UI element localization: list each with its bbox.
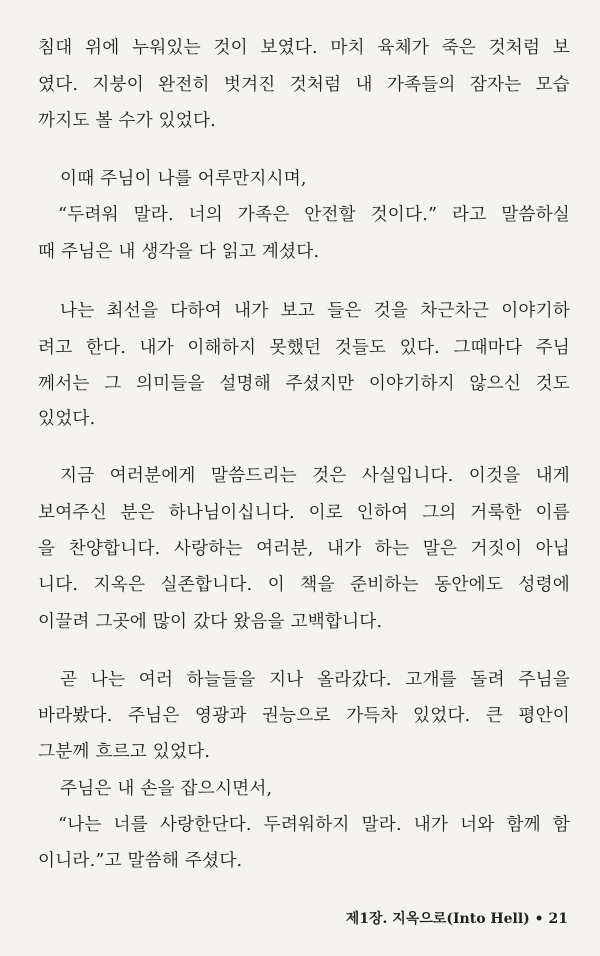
text-line: 께서는 그 의미들을 설명해 주셨지만 이야기하지 않으신 것도 <box>38 374 570 394</box>
text-line: 주님은 내 손을 잡으시면서, <box>60 779 273 799</box>
text-line: 침대 위에 누워있는 것이 보였다. 마치 육체가 죽은 것처럼 보 <box>38 38 570 58</box>
text-line: 그분께 흐르고 있었다. <box>38 742 211 762</box>
text-line: 이때 주님이 나를 어루만지시며, <box>60 169 307 189</box>
text-line: 있었다. <box>38 409 96 429</box>
text-line: 나는 최선을 다하여 내가 보고 들은 것을 차근차근 이야기하 <box>60 301 570 321</box>
text-line: 까지도 볼 수가 있었다. <box>38 111 216 131</box>
text-line: 니다. 지옥은 실존합니다. 이 책을 준비하는 동안에도 성령에 <box>38 575 570 595</box>
text-line: 였다. 지붕이 완전히 벗겨진 것처럼 내 가족들의 잠자는 모습 <box>38 75 570 95</box>
text-line: 려고 한다. 내가 이해하지 못했던 것들도 있다. 그때마다 주님 <box>38 338 570 358</box>
text-line: “나는 너를 사랑한단다. 두려워하지 말라. 내가 너와 함께 함 <box>58 815 570 835</box>
page-footer: 제1장. 지옥으로(Into Hell) • 21 <box>345 911 568 927</box>
text-line: 지금 여러분에게 말씀드리는 것은 사실입니다. 이것을 내게 <box>60 466 570 486</box>
text-line: 이끌려 그곳에 많이 갔다 왔음을 고백합니다. <box>38 612 383 632</box>
text-line: 곧 나는 여러 하늘들을 지나 올라갔다. 고개를 돌려 주님을 <box>60 670 570 690</box>
text-line: 이니라.”고 말씀해 주셨다. <box>38 851 243 871</box>
text-line: 보여주신 분은 하나님이십니다. 이로 인하여 그의 거룩한 이름 <box>38 503 570 523</box>
text-line: 을 찬양합니다. 사랑하는 여러분, 내가 하는 말은 거짓이 아닙 <box>38 539 570 559</box>
text-line: 때 주님은 내 생각을 다 읽고 계셨다. <box>38 242 320 262</box>
text-line: “두려워 말라. 너의 가족은 안전할 것이다.” 라고 말씀하실 <box>58 205 570 225</box>
text-line: 바라봤다. 주님은 영광과 권능으로 가득차 있었다. 큰 평안이 <box>38 706 570 726</box>
